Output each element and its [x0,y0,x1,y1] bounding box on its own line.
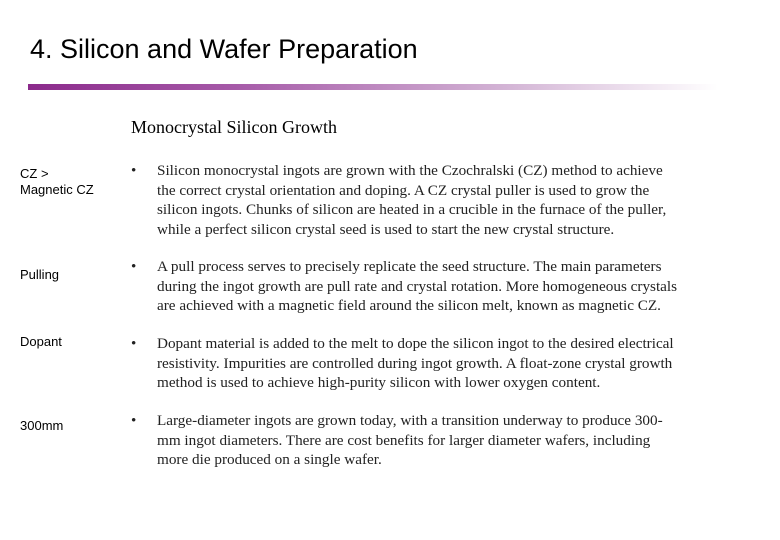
bullet-dot: • [131,412,137,429]
title-divider [28,84,718,90]
bullet-cz [131,161,741,239]
bullet-line: mm ingot diameters. There are cost benefits for larger diameter wafers, including [157,431,651,449]
bullet-line: while a perfect silicon crystal seed is used to start the new crystal structure. [157,220,615,238]
sidebar-label-line: Dopant [20,334,62,349]
bullet-line: Dopant material is added to the melt to dope the silicon ingot to the desired electrical [157,335,674,352]
bullet-line: silicon ingots. Chunks of silicon are heated in a crucible in the furnace of the puller, [157,201,667,218]
bullet-dot: • [131,335,137,352]
bullet-text [157,161,741,239]
sidebar-label-pulling [20,267,59,283]
bullet-text [157,257,741,316]
bullet-text [157,334,741,393]
sidebar-label-dopant [20,334,62,350]
bullet-dot: • [131,162,137,179]
bullet-line: the correct crystal orientation and doping. A CZ crystal puller is used to grow the [157,181,650,199]
bullet-pulling [131,257,741,316]
bullet-line: A pull process serves to precisely replicate the seed structure. The main parameters [157,258,662,275]
bullet-line: Large-diameter ingots are grown today, with a transition underway to produce 300- [157,412,663,429]
sidebar-label-line: 300mm [20,418,64,433]
bullet-dot: • [131,258,137,275]
bullet-line: are achieved with a magnetic field around the silicon melt, known as magnetic CZ. [157,297,661,314]
bullet-line: resistivity. Impurities are controlled during ingot growth. A float-zone crystal growth [157,354,673,372]
bullet-line: during the ingot growth are pull rate and crystal rotation. More homogeneous crystals [157,277,678,295]
bullet-300mm [131,411,741,470]
sidebar-label-line: CZ > [20,166,49,181]
bullet-line: more die produced on a single wafer. [157,451,382,468]
sidebar-label-line: Pulling [20,267,60,282]
bullet-line: method is used to achieve high-purity silicon with lower oxygen content. [157,374,601,391]
sidebar-label-300mm [20,418,63,434]
bullet-line: Silicon monocrystal ingots are grown with the Czochralski (CZ) method to achieve [157,162,663,179]
sidebar-label-line: Magnetic CZ [20,182,94,197]
bullet-text [157,411,741,470]
bullet-dopant [131,334,741,393]
slide-heading: Monocrystal Silicon Growth [131,117,337,137]
page-title: 4. Silicon and Wafer Preparation [30,34,418,64]
sidebar-label-cz [20,166,94,198]
